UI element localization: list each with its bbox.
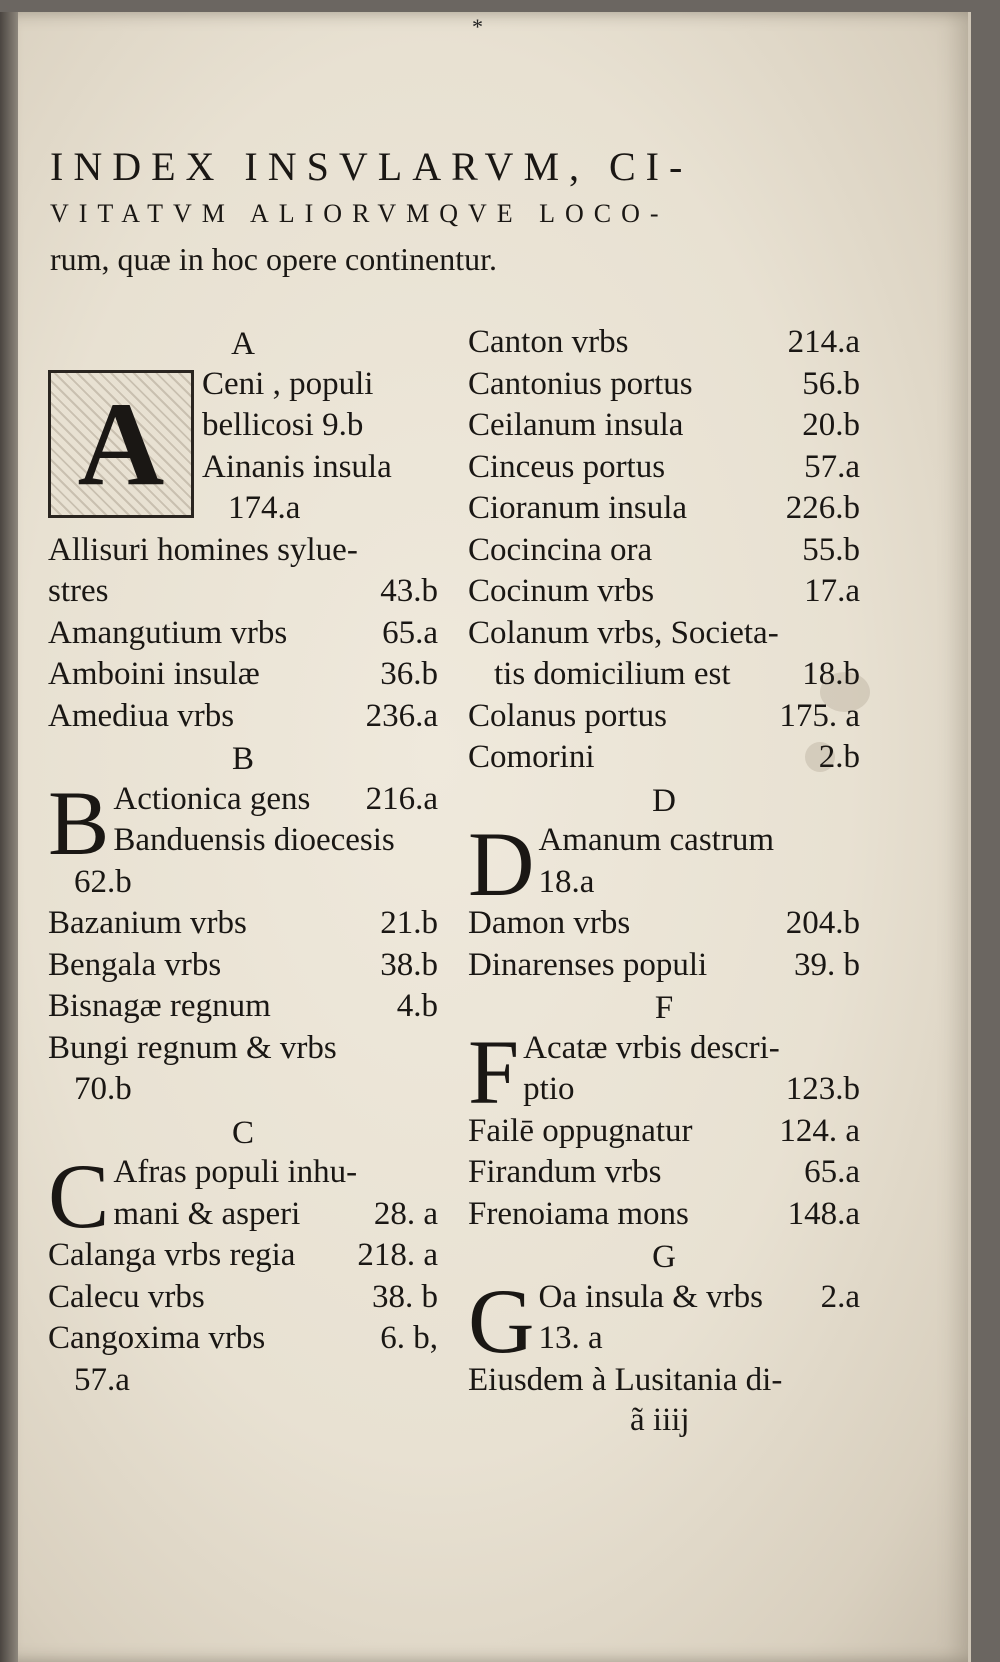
signature-mark: *	[472, 14, 483, 39]
index-entry: Oa insula & vrbs 2.a	[538, 1278, 860, 1315]
catchword-signature: ã iiij	[630, 1402, 690, 1438]
section-letter-f: F	[654, 990, 674, 1026]
index-entry: Amediua vrbs 236.a	[48, 697, 438, 734]
index-entry: bellicosi 9.b	[202, 407, 364, 443]
index-entry: Ceilanum insula 20.b	[468, 407, 860, 443]
index-entry: Cangoxima vrbs 6. b,	[48, 1320, 438, 1356]
index-entry: Eiusdem à Lusitania di-	[468, 1361, 783, 1398]
initial-b: B	[48, 771, 110, 874]
index-entry: Allisuri homines sylue-	[48, 531, 358, 568]
index-entry: Amanum castrum	[538, 822, 774, 858]
title-line-3: rum, quæ in hoc opere continentur.	[50, 241, 498, 277]
binding-gutter	[0, 12, 18, 1662]
initial-c: C	[48, 1145, 110, 1247]
index-entry: Firandum vrbs 65.a	[468, 1154, 860, 1190]
initial-d: D	[468, 813, 535, 915]
section-letter-g: G	[652, 1239, 676, 1275]
index-entry: 13. a	[538, 1320, 603, 1356]
section-letter-b: B	[231, 741, 254, 777]
index-entry: 70.b	[74, 1071, 132, 1107]
title-line-2: VITATVM ALIORVMQVE LOCO-	[50, 199, 669, 228]
index-entry: Ceni , populi	[202, 365, 374, 402]
index-entry: 174.a	[228, 490, 301, 526]
index-entry: Amboini insulæ 36.b	[48, 656, 438, 692]
initial-g: G	[468, 1269, 535, 1372]
ornamental-initial-a: A	[48, 370, 194, 518]
index-entry: Frenoiama mons 148.a	[468, 1195, 860, 1232]
index-entry: Cocinum vrbs 17.a	[468, 573, 860, 609]
section-letter-d: D	[652, 782, 676, 819]
index-entry: Damon vrbs 204.b	[468, 905, 860, 941]
index-entry: Cantonius portus 56.b	[468, 365, 860, 402]
index-entry: mani & asperi 28. a	[113, 1195, 438, 1232]
index-entry: Canton vrbs 214.a	[468, 324, 860, 360]
section-letter-a: A	[231, 326, 255, 362]
index-entry: Colanum vrbs, Societa-	[468, 614, 779, 651]
index-entry: Acatæ vrbis descri-	[523, 1029, 780, 1066]
index-entry: 18.a	[538, 863, 595, 900]
index-entry: Cocincina ora 55.b	[468, 531, 860, 568]
index-entry: Colanus portus 175. a	[468, 697, 860, 734]
initial-f: F	[468, 1020, 520, 1123]
index-column-left	[48, 324, 438, 1403]
book-page	[0, 12, 971, 1662]
section-g-lead	[468, 1269, 860, 1372]
index-entry: Bisnagæ regnum 4.b	[48, 988, 438, 1024]
index-entry: 57.a	[74, 1361, 130, 1398]
index-column-right	[468, 324, 860, 1403]
index-title	[50, 142, 840, 282]
index-entry: Cioranum insula 226.b	[468, 490, 860, 526]
index-entry: Calanga vrbs regia 218. a	[48, 1237, 438, 1273]
index-entry: Calecu vrbs 38. b	[48, 1278, 438, 1315]
index-entry: Amangutium vrbs 65.a	[48, 614, 438, 651]
section-f-lead	[468, 1020, 860, 1123]
index-entry: Ainanis insula	[202, 448, 392, 485]
index-entry: Failē oppugnatur 124. a	[468, 1112, 860, 1149]
title-line-1: INDEX INSVLARVM, CI-	[50, 144, 693, 189]
index-entry: Dinarenses populi 39. b	[468, 946, 860, 983]
index-entry: Bungi regnum & vrbs	[48, 1029, 337, 1066]
index-entry: Bazanium vrbs 21.b	[48, 905, 438, 941]
index-entry: Actionica gens 216.a	[113, 780, 438, 817]
section-a-lead	[48, 366, 438, 532]
index-entry: Comorini 2.b	[468, 739, 860, 775]
index-entry: tis domicilium est 18.b	[494, 656, 860, 692]
section-b-lead	[48, 771, 438, 906]
index-entry: stres 43.b	[48, 573, 438, 609]
index-entry: Cinceus portus 57.a	[468, 448, 860, 485]
section-d-lead	[468, 813, 860, 915]
index-entry: 62.b	[74, 863, 132, 900]
section-letter-c: C	[231, 1114, 254, 1151]
index-entry: Bengala vrbs 38.b	[48, 946, 438, 983]
index-entry: Banduensis dioecesis	[113, 822, 395, 858]
index-entry: ptio 123.b	[523, 1071, 860, 1107]
section-c-lead	[48, 1145, 438, 1247]
index-entry: Afras populi inhu-	[113, 1154, 358, 1190]
